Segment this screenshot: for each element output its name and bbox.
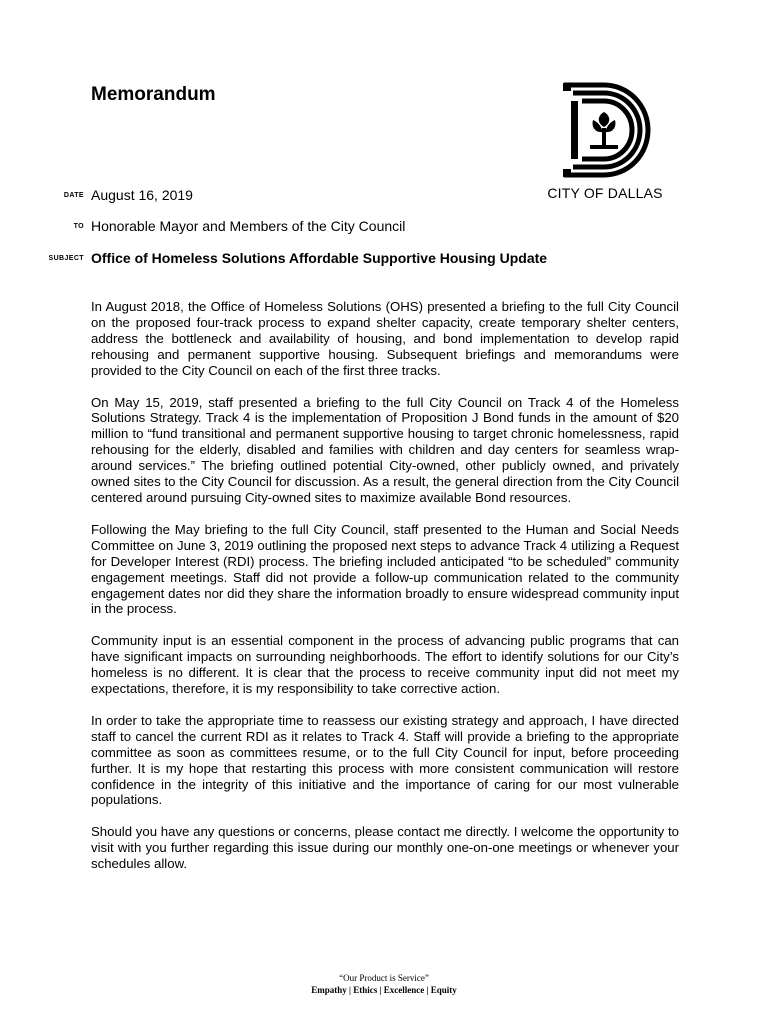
memo-date: August 16, 2019 [91, 187, 193, 203]
footer-motto: “Our Product is Service” [339, 973, 429, 983]
subject-label: SUBJECT [48, 255, 84, 262]
body-paragraph: Following the May briefing to the full City Council, staff presented to the Human and Social Needs Committee on June 3, 2019 outlining the proposed next steps to advance Track 4 utilizing a Request for Developer Interest (RDI) process. The briefing included anticipated “to be scheduled” community engagement meetings. Staff did not provide a follow-up communication related to the community engagement dates nor did they share the information broadly to ensure widespread community input in the process. [91, 521, 679, 617]
memo-to: Honorable Mayor and Members of the City Council [91, 218, 406, 234]
page-footer [0, 972, 768, 996]
body-paragraph: On May 15, 2019, staff presented a briefing to the full City Council on Track 4 of the Homeless Solutions Strategy. Track 4 is the implementation of Proposition J Bond funds in the amount of $20 million to “fund transitional and permanent supportive housing to target chronic homelessness, rapid rehousing for the elderly, disabled and families with children and day centers for seamless wrap-around services.” The briefing outlined potential City-owned, other publicly owned, and privately owned sites to the City Council for discussion. As a result, the general direction from the City Council centered around pursuing City-owned sites to maximize available Bond resources. [91, 394, 679, 505]
body-paragraph: Should you have any questions or concerns, please contact me directly. I welcome the opportunity to visit with you further regarding this issue during our monthly one-on-one meetings or whenever your schedules allow. [91, 824, 679, 872]
to-label: TO [73, 223, 84, 230]
city-of-dallas-logo [560, 82, 652, 178]
memo-body [91, 299, 679, 888]
memo-subject: Office of Homeless Solutions Affordable Supportive Housing Update [91, 250, 548, 266]
date-label: DATE [63, 192, 84, 199]
body-paragraph: In order to take the appropriate time to reassess our existing strategy and approach, I have directed staff to cancel the current RDI as it relates to Track 4. Staff will provide a briefing to the appropriate committee as soon as committees resume, or to the full City Council for input, before proceeding further. It is my hope that restarting this process with more consistent communication will restore confidence in the integrity of this initiative and the importance of caring for our most vulnerable populations. [91, 712, 679, 808]
footer-values: Empathy | Ethics | Excellence | Equity [311, 985, 457, 995]
dallas-d-logo-icon [560, 82, 652, 178]
city-name: CITY OF DALLAS [547, 185, 663, 201]
page-title: Memorandum [91, 84, 216, 105]
body-paragraph: In August 2018, the Office of Homeless Solutions (OHS) presented a briefing to the full City Council on the proposed four-track process to expand shelter capacity, create temporary shelter centers, address the bottleneck and availability of housing, and bond implementation to develop rapid rehousing and permanent supportive housing. Subsequent briefings and memorandums were provided to the City Council on each of the first three tracks. [91, 299, 679, 378]
body-paragraph: Community input is an essential component in the process of advancing public programs that can have significant impacts on surrounding neighborhoods. The effort to identify solutions for our City’s homeless is no different. It is clear that the process to receive community input did not meet my expectations, therefore, it is my responsibility to take corrective action. [91, 633, 679, 697]
